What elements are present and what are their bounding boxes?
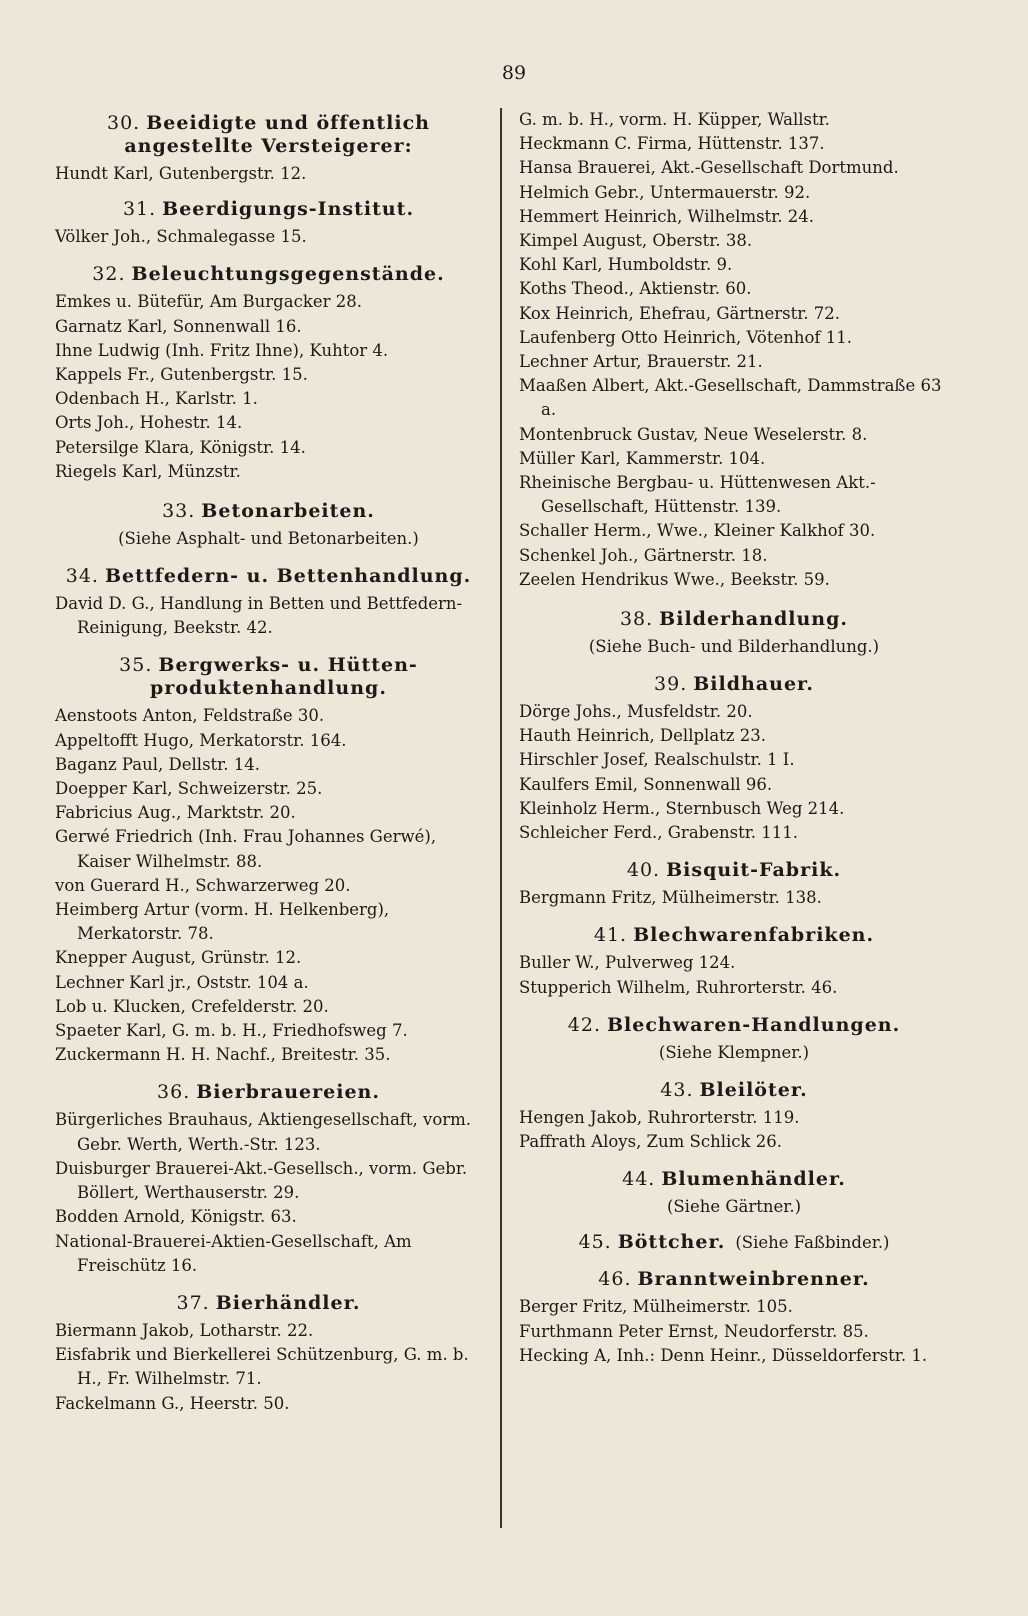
- section-heading: [55, 1292, 482, 1315]
- list-item: Doepper Karl, Schweizerstr. 25.: [55, 779, 323, 799]
- section-35: [55, 654, 482, 1067]
- section-number: 38.: [619, 608, 654, 631]
- section-title: Blechwarenfabriken.: [633, 924, 875, 947]
- entry-list: [55, 1319, 482, 1416]
- list-item: Zuckermann H. H. Nachf., Breitestr. 35.: [55, 1045, 391, 1065]
- list-item: Gerwé Friedrich (Inh. Frau Johannes Gerwé), Kaiser Wilhelmstr. 88.: [55, 827, 437, 871]
- entry-list: [519, 886, 949, 910]
- list-item: Kaulfers Emil, Sonnenwall 96.: [519, 774, 773, 794]
- section-38: [519, 608, 949, 659]
- section-44: [519, 1168, 949, 1219]
- list-item: Helmich Gebr., Untermauerstr. 92.: [519, 182, 811, 202]
- section-title: Bettfedern- u. Bettenhandlung.: [104, 565, 472, 588]
- entry-list: [55, 290, 482, 484]
- section-title: Betonarbeiten.: [201, 500, 375, 523]
- list-item: Dörge Johs., Musfeldstr. 20.: [519, 702, 753, 722]
- cross-reference-note: (Siehe Gärtner.): [666, 1197, 802, 1217]
- section-title: Blechwaren-Handlungen.: [606, 1013, 901, 1036]
- list-item: Garnatz Karl, Sonnenwall 16.: [55, 316, 302, 336]
- section-title: Bildhauer.: [693, 673, 814, 696]
- entry-list: [519, 1106, 949, 1154]
- list-item: Spaeter Karl, G. m. b. H., Friedhofsweg 7.: [55, 1021, 408, 1041]
- list-item: Paffrath Aloys, Zum Schlick 26.: [519, 1132, 782, 1152]
- list-item: Buller W., Pulverweg 124.: [519, 953, 736, 973]
- section-title: Bisquit-Fabrik.: [666, 859, 842, 882]
- section-heading: [55, 654, 482, 700]
- list-item: Stupperich Wilhelm, Ruhrorterstr. 46.: [519, 977, 838, 997]
- list-item: Fackelmann G., Heerstr. 50.: [55, 1393, 290, 1413]
- section-number: 35.: [119, 654, 153, 677]
- section-heading: [519, 608, 949, 631]
- section-heading: [55, 1081, 482, 1104]
- list-item: Hansa Brauerei, Akt.-Gesellschaft Dortmund.: [519, 158, 899, 178]
- section-number: 42.: [567, 1013, 601, 1036]
- section-heading: [55, 112, 482, 158]
- section-number: 30.: [107, 112, 141, 134]
- section-heading: [55, 500, 482, 523]
- list-item: Kox Heinrich, Ehefrau, Gärtnerstr. 72.: [519, 303, 841, 323]
- section-heading: [519, 1014, 949, 1037]
- section-43: [519, 1079, 949, 1154]
- section-number: 45.: [578, 1231, 612, 1254]
- list-item: Ihne Ludwig (Inh. Fritz Ihne), Kuhtor 4.: [55, 340, 389, 360]
- list-item: Odenbach H., Karlstr. 1.: [55, 389, 258, 409]
- section-31: [55, 198, 482, 249]
- left-column: [55, 108, 482, 1416]
- entry-list: [519, 700, 949, 845]
- section-41: [519, 924, 949, 999]
- list-item: Heimberg Artur (vorm. H. Helkenberg), Merkatorstr. 78.: [55, 900, 390, 944]
- section-number: 43.: [660, 1078, 694, 1101]
- list-item: Montenbruck Gustav, Neue Weselerstr. 8.: [519, 424, 868, 444]
- list-item: Orts Joh., Hohestr. 14.: [55, 413, 243, 433]
- list-item: Hauth Heinrich, Dellplatz 23.: [519, 726, 766, 746]
- list-item: Emkes u. Bütefür, Am Burgacker 28.: [55, 292, 362, 312]
- list-item: Kimpel August, Oberstr. 38.: [519, 231, 753, 251]
- section-heading: [519, 1168, 949, 1191]
- cross-reference-note: (Siehe Klempner.): [658, 1042, 810, 1062]
- list-item: Laufenberg Otto Heinrich, Vötenhof 11.: [519, 327, 852, 347]
- section-number: 40.: [626, 859, 661, 882]
- list-item: Kappels Fr., Gutenbergstr. 15.: [55, 365, 308, 385]
- section-33: [55, 500, 482, 551]
- section-37-continued: [519, 108, 949, 592]
- list-item: Appeltofft Hugo, Merkatorstr. 164.: [55, 730, 347, 750]
- section-number: 39.: [654, 673, 688, 696]
- list-item: Kleinholz Herm., Sternbusch Weg 214.: [519, 798, 845, 818]
- section-heading: [519, 859, 949, 882]
- list-item: Knepper August, Grünstr. 12.: [55, 948, 302, 968]
- entry-list: [519, 951, 949, 999]
- column-divider: [500, 108, 502, 1528]
- cross-reference-note: (Siehe Buch- und Bilderhandlung.): [588, 637, 880, 657]
- list-item: Eisfabrik und Bierkellerei Schützenburg, G. m. b. H., Fr. Wilhelmstr. 71.: [55, 1345, 469, 1389]
- page-number: 89: [501, 62, 527, 84]
- entry-list: [519, 1295, 949, 1368]
- section-heading: [519, 924, 949, 947]
- list-item: Heckmann C. Firma, Hüttenstr. 137.: [519, 134, 825, 154]
- section-number: 41.: [593, 924, 628, 947]
- section-title: Bergwerks- u. Hütten-produktenhandlung.: [150, 654, 418, 700]
- list-item: Furthmann Peter Ernst, Neudorferstr. 85.: [519, 1321, 869, 1341]
- section-40: [519, 859, 949, 910]
- section-number: 37.: [176, 1291, 210, 1314]
- entry-list: [519, 108, 949, 592]
- section-heading: [519, 673, 949, 696]
- section-36: [55, 1081, 482, 1277]
- section-32: [55, 263, 482, 484]
- section-number: 44.: [622, 1168, 656, 1191]
- section-number: 36.: [157, 1081, 191, 1104]
- list-item: von Guerard H., Schwarzerweg 20.: [55, 875, 351, 895]
- section-heading: [519, 1231, 949, 1254]
- section-30: [55, 112, 482, 186]
- list-item: Petersilge Klara, Königstr. 14.: [55, 437, 306, 457]
- list-item: Biermann Jakob, Lotharstr. 22.: [55, 1320, 314, 1340]
- entry-list: [55, 704, 482, 1067]
- entry-list: [55, 225, 482, 249]
- list-item: Schleicher Ferd., Grabenstr. 111.: [519, 823, 799, 843]
- list-item: National-Brauerei-Aktien-Gesellschaft, Am Freischütz 16.: [55, 1231, 412, 1275]
- section-heading: [55, 198, 482, 221]
- list-item: Bürgerliches Brauhaus, Aktiengesellschaft, vorm. Gebr. Werth, Werth.-Str. 123.: [55, 1110, 472, 1154]
- list-item: Müller Karl, Kammerstr. 104.: [519, 448, 766, 468]
- list-item: Schaller Herm., Wwe., Kleiner Kalkhof 30.: [519, 521, 876, 541]
- section-title: Bierbrauereien.: [196, 1081, 380, 1104]
- section-title: Böttcher.: [617, 1231, 726, 1254]
- section-number: 32.: [92, 263, 126, 286]
- list-item: Maaßen Albert, Akt.-Gesellschaft, Dammstraße 63 a.: [519, 376, 942, 420]
- list-item: Fabricius Aug., Marktstr. 20.: [55, 803, 296, 823]
- section-title: Beerdigungs-Institut.: [162, 198, 415, 221]
- list-item: Hecking A, Inh.: Denn Heinr., Düsseldorferstr. 1.: [519, 1345, 928, 1365]
- section-title: Branntweinbrenner.: [637, 1268, 870, 1291]
- section-46: [519, 1268, 949, 1368]
- right-column: [519, 108, 949, 1368]
- section-heading: [519, 1079, 949, 1102]
- list-item: Aenstoots Anton, Feldstraße 30.: [55, 706, 325, 726]
- section-number: 31.: [122, 198, 157, 221]
- list-item: Rheinische Bergbau- u. Hüttenwesen Akt.-Gesellschaft, Hüttenstr. 139.: [519, 473, 876, 517]
- list-item: Berger Fritz, Mülheimerstr. 105.: [519, 1297, 793, 1317]
- list-item: Zeelen Hendrikus Wwe., Beekstr. 59.: [519, 569, 830, 589]
- section-heading: [55, 263, 482, 286]
- list-item: Koths Theod., Aktienstr. 60.: [519, 279, 752, 299]
- entry-list: [55, 162, 482, 186]
- section-title: Beleuchtungsgegenstände.: [131, 263, 445, 286]
- cross-reference-note: (Siehe Faßbinder.): [735, 1233, 890, 1253]
- list-item: Duisburger Brauerei-Akt.-Gesellsch., vorm. Gebr. Böllert, Werthauserstr. 29.: [55, 1158, 468, 1203]
- list-item: Riegels Karl, Münzstr.: [55, 461, 241, 481]
- list-item: Völker Joh., Schmalegasse 15.: [55, 227, 307, 247]
- section-34: [55, 565, 482, 640]
- section-37: [55, 1292, 482, 1416]
- section-title: Blumenhändler.: [661, 1168, 846, 1191]
- section-title: Beeidigte und öffentlich angestellte Versteigerer:: [124, 112, 430, 157]
- list-item: Lechner Karl jr., Oststr. 104 a.: [55, 972, 309, 992]
- list-item: Lechner Artur, Brauerstr. 21.: [519, 352, 763, 372]
- list-item: Kohl Karl, Humboldstr. 9.: [519, 255, 733, 275]
- list-item: Hirschler Josef, Realschulstr. 1 I.: [519, 750, 795, 770]
- list-item: Hundt Karl, Gutenbergstr. 12.: [55, 164, 307, 183]
- section-number: 34.: [65, 565, 99, 588]
- section-number: 46.: [598, 1268, 632, 1291]
- list-item: Schenkel Joh., Gärtnerstr. 18.: [519, 545, 768, 565]
- list-item: G. m. b. H., vorm. H. Küpper, Wallstr.: [519, 110, 830, 129]
- section-title: Bierhändler.: [215, 1291, 361, 1314]
- section-39: [519, 673, 949, 845]
- list-item: David D. G., Handlung in Betten und Bettfedern-Reinigung, Beekstr. 42.: [55, 594, 463, 638]
- cross-reference-note: (Siehe Asphalt- und Betonarbeiten.): [118, 529, 419, 549]
- section-45: [519, 1231, 949, 1254]
- list-item: Bergmann Fritz, Mülheimerstr. 138.: [519, 888, 822, 908]
- list-item: Bodden Arnold, Königstr. 63.: [55, 1207, 297, 1227]
- section-42: [519, 1014, 949, 1065]
- section-title: Bleilöter.: [699, 1078, 808, 1101]
- entry-list: [55, 1108, 482, 1277]
- section-heading: [519, 1268, 949, 1291]
- list-item: Hengen Jakob, Ruhrorterstr. 119.: [519, 1107, 800, 1127]
- list-item: Lob u. Klucken, Crefelderstr. 20.: [55, 996, 329, 1016]
- section-number: 33.: [162, 500, 196, 523]
- entry-list: [55, 592, 482, 640]
- list-item: Hemmert Heinrich, Wilhelmstr. 24.: [519, 206, 814, 226]
- list-item: Baganz Paul, Dellstr. 14.: [55, 754, 260, 774]
- section-title: Bilderhandlung.: [659, 608, 849, 631]
- section-heading: [55, 565, 482, 588]
